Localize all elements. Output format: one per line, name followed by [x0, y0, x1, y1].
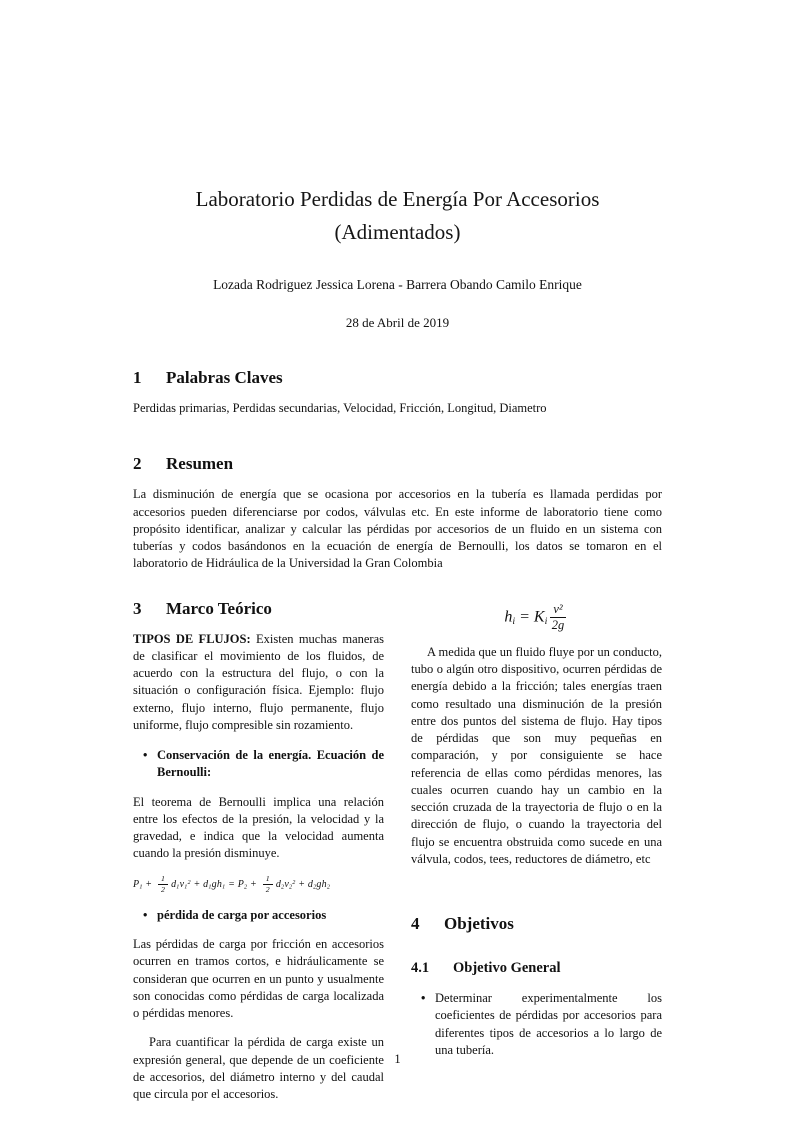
section-number: 3 — [133, 598, 142, 618]
right-column — [411, 599, 662, 1104]
page-number: 1 — [394, 1052, 401, 1066]
tipos-de-flujos-paragraph — [133, 631, 384, 735]
section-heading-marco-teorico — [133, 599, 384, 619]
perdidas-carga-paragraph-1: Las pérdidas de carga por fricción en accesorios ocurren en tramos cortos, e hidráulicamente se consideran que ocurren en un punto y usualmente son conocidas como pérdidas de carga localizada o pérdidas menores. — [133, 937, 384, 1021]
head-loss-equation: hi = Ki $\frac{\text{v²}}{2g}$ — [504, 601, 565, 632]
section-number: 2 — [133, 454, 142, 474]
bullet-objetivo-general — [421, 990, 662, 1059]
subsection-title: Objetivo General — [453, 960, 561, 977]
section-title: Marco Teórico — [166, 598, 272, 618]
section-objetivos — [411, 914, 662, 1059]
bullet-perdida-de-carga — [143, 907, 384, 924]
keywords-text: Perdidas primarias, Perdidas secundarias, Velocidad, Fricción, Longitud, Diametro — [133, 401, 547, 416]
section-resumen — [133, 454, 662, 572]
tipos-de-flujos-text: Existen muchas maneras de clasificar el movimiento de los fluidos, de acuerdo con la estructura del flujo, o con la situación o configuración física. Ejemplo: flujo externo, flujo interno, flujo permanente, flujo uniforme, flujo compresible sin rozamiento. — [133, 631, 384, 732]
bullet-title: pérdida de carga por accesorios — [157, 907, 327, 922]
resumen-text: La disminución de energía que se ocasiona por accesorios en la tubería es llamada perdidas por accesorios pueden diferenciarse por codos, válvulas etc. En este informe de laboratorio tiene como propósito identificar, analizar y calcular las pérdidas por accesorios de un fluido en un sistema con tuberías y codos basándonos en la ecuación de energía de Bernoulli, los datos se tomaron en el laboratorio de Hidráulica de la Universidad la Gran Colombia — [133, 487, 662, 571]
perdidas-carga-paragraph-2: Para cuantificar la pérdida de carga existe un expresión general, que depende de un coeficiente de accesorios, del diámetro interno y del caudal que circula por el accesorios. — [133, 1035, 384, 1102]
page-title-line2: (Adimentados) — [334, 219, 461, 244]
section-heading-resumen — [133, 454, 662, 474]
authors-line: Lozada Rodriguez Jessica Lorena - Barrera Obando Camilo Enrique — [213, 277, 582, 293]
subsection-heading-objetivo-general — [411, 960, 662, 977]
subsection-number: 4.1 — [411, 960, 430, 977]
section-title: Palabras Claves — [166, 368, 283, 388]
page-title — [133, 183, 662, 248]
bullet-title: Conservación de la energía. Ecuación de Bernoulli: — [157, 748, 384, 780]
friction-losses-paragraph: A medida que un fluido fluye por un conducto, tubo o algún otro dispositivo, ocurren pérdidas de energía debido a la fricción; tales energías traen como resultado una disminución de la presión entre dos puntos del sistema de flujo. Hay tipos de pérdidas que son muy pequeñas en comparación, y por consiguiente se hace referencia de ellas como pérdidas menores, las cuales ocurren cuando hay un cambio en la sección cruzada de la trayectoria de flujo o en la dirección de flujo, o cuando la trayectoria del flujo se encuentra obstruida como sucede en una válvula, codos, tees, reductores de diámetro, etc — [411, 644, 662, 866]
section-palabras-claves — [133, 368, 662, 417]
bernoulli-paragraph: El teorema de Bernoulli implica una relación entre los efectos de la presión, la velocidad y la gravedad, e indica que la velocidad aumenta cuando la presión disminuye. — [133, 794, 384, 861]
section-title: Objetivos — [444, 914, 514, 934]
page-title-line1: Laboratorio Perdidas de Energía Por Accesorios — [195, 187, 600, 211]
section-title: Resumen — [166, 454, 234, 474]
bullet-text: Determinar experimentalmente los coeficientes de pérdidas por accesorios para diferentes tipos de accesorios a lo largo de una tubería. — [435, 991, 662, 1057]
two-column-area — [133, 599, 662, 1104]
section-number: 1 — [133, 368, 142, 388]
section-heading-objetivos — [411, 914, 662, 934]
date-line: 28 de Abril de 2019 — [345, 315, 450, 331]
bullet-conservacion-energia — [143, 747, 384, 782]
section-heading-palabras-claves — [133, 368, 662, 388]
section-number: 4 — [411, 914, 420, 934]
tipos-de-flujos-label: TIPOS DE FLUJOS: — [133, 631, 251, 646]
left-column — [133, 599, 384, 1104]
bernoulli-equation: P1 + $\frac{1}{2}$ $d1v1^2 + d1gh1 = P2$ + $\frac{1}{2}$ $d2v2^2 + d2gh2$ — [133, 873, 331, 894]
